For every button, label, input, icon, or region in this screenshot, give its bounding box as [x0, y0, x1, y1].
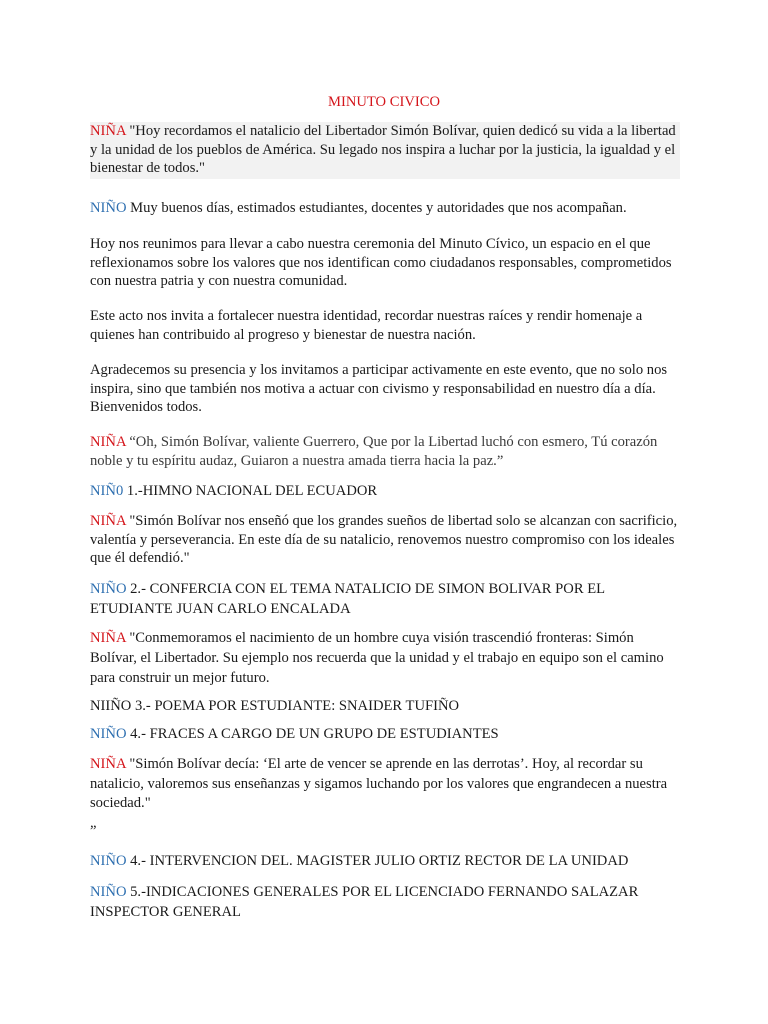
paragraph-nina-3 [90, 628, 680, 688]
paragraph-nina-poem [90, 433, 680, 470]
paragraph-text: Muy buenos días, estimados estudiantes, docentes y autoridades que nos acompañan. [126, 200, 627, 216]
paragraph-intervencion [90, 852, 680, 871]
paragraph-welcome-3: Agradecemos su presencia y los invitamos a participar activamente en este evento, que no solo nos inspira, sino que también nos motiva a actuar con civismo y responsabilidad en nuestro día a día. Bienvenidos todos. [90, 362, 668, 416]
paragraph-welcome-1: Hoy nos reunimos para llevar a cabo nuestra ceremonia del Minuto Cívico, un espacio en el que reflexionamos sobre los valores que nos identifican como ciudadanos responsables, comprometidos con nuestra patria y con nuestra comunidad. [90, 236, 672, 290]
paragraph-text: "Conmemoramos el nacimiento de un hombre cuya visión trascendió fronteras: Simón Bolívar, el Libertador. Su ejemplo nos recuerda que la unidad y el trabajo en equipo son el camino para construir un mejor futuro. [90, 630, 664, 686]
stray-quote-mark: ” [90, 823, 97, 839]
paragraph-text: "Simón Bolívar nos enseñó que los grandes sueños de libertad solo se alcanzan con sacrificio, valentía y perseverancia. En este día de su natalicio, renovemos nuestro compromiso con los ideales que él defendió." [90, 513, 678, 567]
paragraph-text: 4.- INTERVENCION DEL. MAGISTER JULIO ORTIZ RECTOR DE LA UNIDAD [126, 853, 629, 869]
paragraph-himno [90, 482, 680, 501]
paragraph-welcome-2: Este acto nos invita a fortalecer nuestra identidad, recordar nuestras raíces y rendir homenaje a quienes han contribuido al progreso y bienestar de nuestra nación. [90, 308, 643, 343]
paragraph-text: 5.-INDICACIONES GENERALES POR EL LICENCIADO FERNANDO SALAZAR INSPECTOR GENERAL [90, 884, 639, 920]
paragraph-text: “Oh, Simón Bolívar, valiente Guerrero, Que por la Libertad luchó con esmero, Tú corazón noble y tu espíritu audaz, Guiaron a nuestra amada tierra hacia la paz.” [90, 434, 658, 469]
speaker-label: NIÑA [90, 756, 126, 772]
speaker-label: NIÑO [90, 726, 127, 742]
paragraph-nina-2 [90, 512, 680, 568]
speaker-label: NIÑO [90, 200, 127, 216]
paragraph-nino-1 [90, 199, 680, 218]
paragraph-indicaciones [90, 882, 680, 922]
speaker-label: NIÑA [90, 513, 126, 529]
paragraph-nina-4 [90, 755, 680, 814]
speaker-label: NIÑO [90, 853, 127, 869]
paragraph-text: 2.- CONFERCIA CON EL TEMA NATALICIO DE SIMON BOLIVAR POR EL ETUDIANTE JUAN CARLO ENCALADA [90, 581, 605, 617]
paragraph-conferencia [90, 579, 680, 619]
speaker-label: NIÑA [90, 123, 126, 139]
paragraph-text: 1.-HIMNO NACIONAL DEL ECUADOR [123, 483, 378, 499]
paragraph-nina-1 [90, 122, 680, 179]
paragraph-poema: NIIÑO 3.- POEMA POR ESTUDIANTE: SNAIDER TUFIÑO [90, 698, 460, 714]
paragraph-fraces [90, 725, 680, 744]
paragraph-text: "Simón Bolívar decía: ‘El arte de vencer se aprende en las derrotas’. Hoy, al recordar su natalicio, valoremos sus enseñanzas y sigamos luchando por los valores que engrandecen a nuestra sociedad." [90, 756, 668, 811]
speaker-label: NIÑA [90, 630, 126, 646]
speaker-label: NIÑO [90, 884, 127, 900]
speaker-label: NIÑA [90, 434, 126, 450]
document-title: MINUTO CIVICO [327, 94, 441, 110]
speaker-label: NIÑO [90, 581, 127, 597]
paragraph-text: "Hoy recordamos el natalicio del Libertador Simón Bolívar, quien dedicó su vida a la libertad y la unidad de los pueblos de América. Su legado nos inspira a luchar por la justicia, la igualdad y el bienestar de todos." [90, 123, 676, 177]
paragraph-text: 4.- FRACES A CARGO DE UN GRUPO DE ESTUDIANTES [126, 726, 499, 742]
speaker-label: NIÑ0 [90, 483, 124, 499]
